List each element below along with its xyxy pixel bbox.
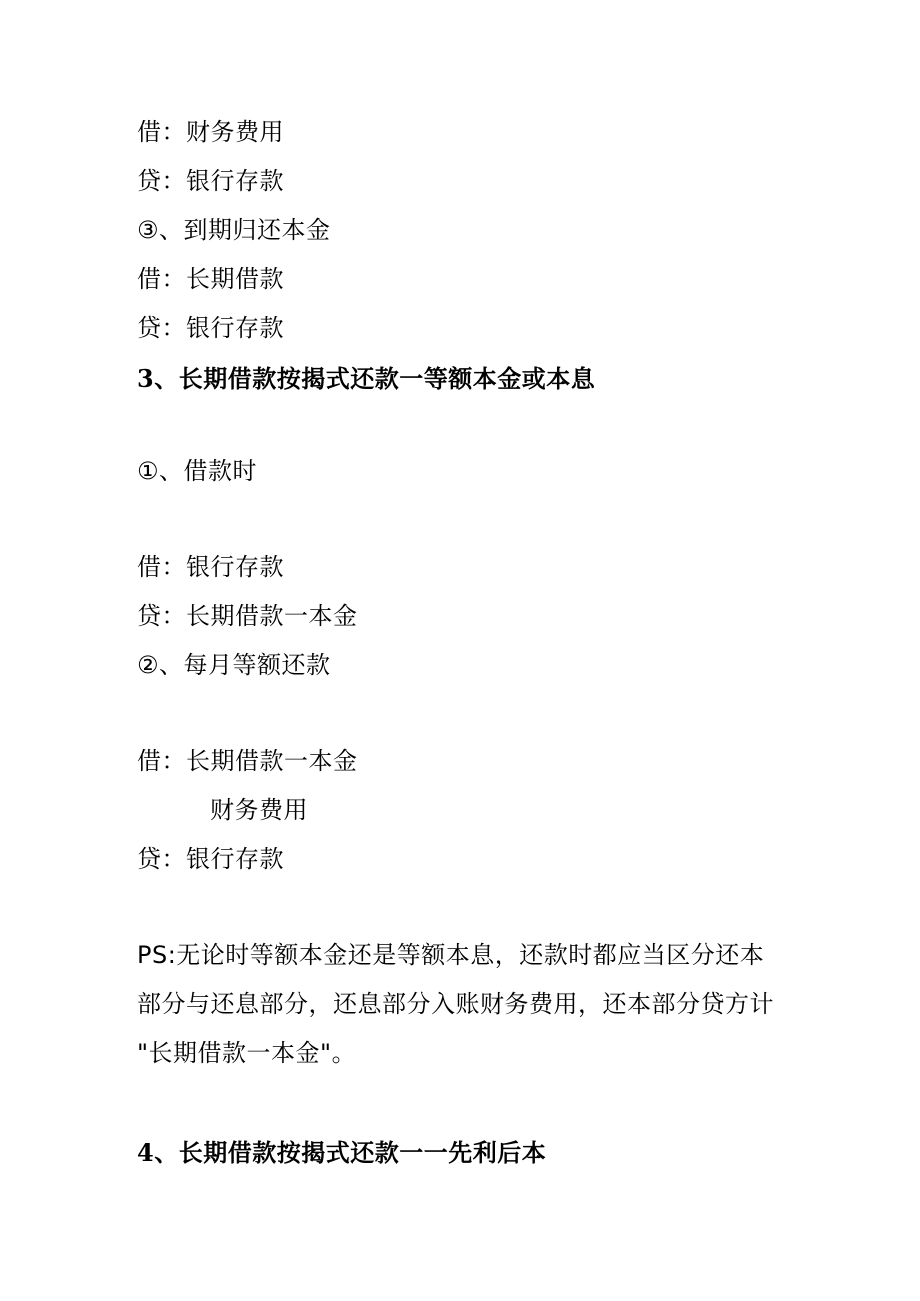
entry-debit-long-term-loan: 借：长期借款 xyxy=(137,265,284,293)
entry-credit-bank-deposit-2: 贷：银行存款 xyxy=(137,314,284,342)
entry-credit-long-term-loan-principal: 贷：长期借款一本金 xyxy=(137,602,358,630)
entry-debit-long-term-loan-principal: 借：长期借款一本金 xyxy=(137,747,358,775)
step-at-borrowing: ①、借款时 xyxy=(137,457,258,485)
ps-note xyxy=(137,931,797,1078)
entry-credit-bank-deposit-3: 贷：银行存款 xyxy=(137,845,284,873)
ps-note-line-1: PS:无论时等额本金还是等额本息，还款时都应当区分还本 xyxy=(137,941,765,969)
section-heading-3: 3、长期借款按揭式还款一等额本金或本息 xyxy=(137,364,596,393)
step-repay-principal: ③、到期归还本金 xyxy=(137,216,331,244)
entry-credit-bank-deposit: 贷：银行存款 xyxy=(137,167,284,195)
ps-note-line-2: 部分与还息部分，还息部分入账财务费用，还本部分贷方计 xyxy=(137,990,774,1018)
step-monthly-repayment: ②、每月等额还款 xyxy=(137,651,331,679)
entry-debit-finance-expense: 借：财务费用 xyxy=(137,118,284,146)
entry-debit-finance-expense-2: 财务费用 xyxy=(210,796,308,824)
ps-note-line-3: "长期借款一本金"。 xyxy=(137,1039,357,1067)
entry-debit-bank-deposit: 借：银行存款 xyxy=(137,553,284,581)
section-heading-4: 4、长期借款按揭式还款一一先利后本 xyxy=(137,1138,547,1167)
